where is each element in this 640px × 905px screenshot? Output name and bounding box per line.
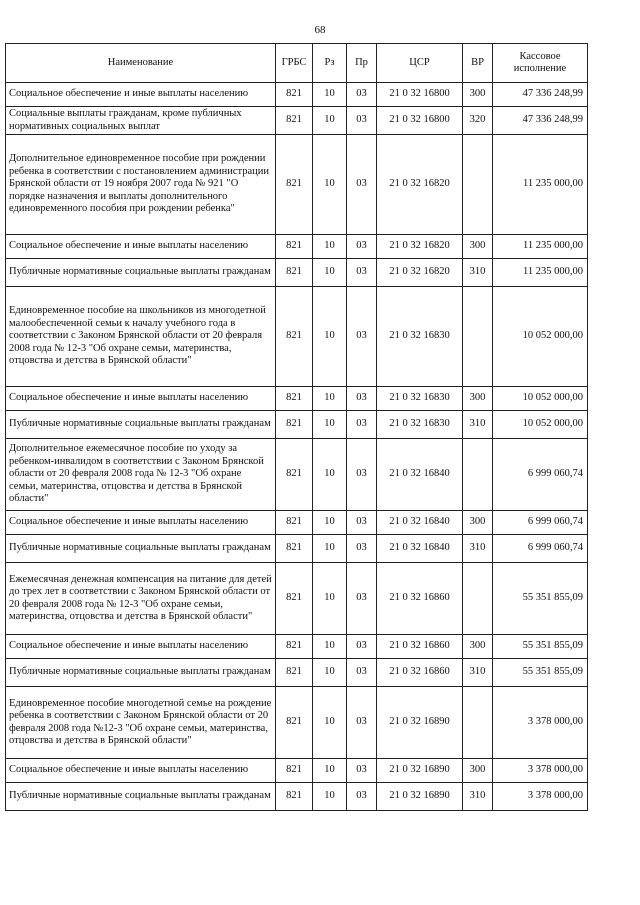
cell-name: Единовременное пособие многодетной семье на рождение ребенка в соответствии с Законом Брянской области от 20 февраля 2008 года №12-3 "Об охране семьи, материнства, отцовства и детства в Брянской области" (6, 687, 276, 759)
cell-rz: 10 (313, 511, 347, 535)
cell-rz: 10 (313, 387, 347, 411)
cell-name: Социальное обеспечение и иные выплаты населению (6, 387, 276, 411)
cell-vr: 310 (463, 659, 493, 687)
header-grbs: ГРБС (276, 44, 313, 83)
cell-name: Публичные нормативные социальные выплаты гражданам (6, 411, 276, 439)
cell-csr: 21 0 32 16890 (377, 783, 463, 811)
cell-grbs: 821 (276, 235, 313, 259)
cell-amount: 10 052 000,00 (493, 411, 588, 439)
cell-name: Единовременное пособие на школьников из многодетной малообеспеченной семьи к началу учебного года в соответствии с Законом Брянской области от 20 февраля 2008 года № 12-3 "Об охране семьи, материнства, отцовства и детства в Брянской области" (6, 287, 276, 387)
cell-amount: 11 235 000,00 (493, 259, 588, 287)
cell-csr: 21 0 32 16830 (377, 287, 463, 387)
cell-grbs: 821 (276, 107, 313, 135)
cell-rz: 10 (313, 411, 347, 439)
table-row (6, 659, 588, 687)
cell-name: Социальное обеспечение и иные выплаты населению (6, 235, 276, 259)
cell-vr: 300 (463, 759, 493, 783)
table-row (6, 563, 588, 635)
cell-grbs: 821 (276, 259, 313, 287)
table-row (6, 759, 588, 783)
cell-grbs: 821 (276, 439, 313, 511)
table-row (6, 107, 588, 135)
cell-amount: 6 999 060,74 (493, 439, 588, 511)
cell-pr: 03 (347, 439, 377, 511)
cell-amount: 47 336 248,99 (493, 83, 588, 107)
cell-rz: 10 (313, 287, 347, 387)
cell-csr: 21 0 32 16860 (377, 659, 463, 687)
cell-grbs: 821 (276, 563, 313, 635)
table-row (6, 287, 588, 387)
header-name: Наименование (6, 44, 276, 83)
cell-pr: 03 (347, 83, 377, 107)
header-csr: ЦСР (377, 44, 463, 83)
cell-rz: 10 (313, 235, 347, 259)
cell-name: Публичные нормативные социальные выплаты гражданам (6, 535, 276, 563)
cell-amount: 6 999 060,74 (493, 511, 588, 535)
cell-pr: 03 (347, 235, 377, 259)
cell-csr: 21 0 32 16890 (377, 759, 463, 783)
cell-csr: 21 0 32 16800 (377, 107, 463, 135)
cell-name: Социальные выплаты гражданам, кроме публичных нормативных социальных выплат (6, 107, 276, 135)
cell-csr: 21 0 32 16830 (377, 387, 463, 411)
cell-pr: 03 (347, 659, 377, 687)
cell-pr: 03 (347, 535, 377, 563)
cell-pr: 03 (347, 635, 377, 659)
cell-amount: 11 235 000,00 (493, 135, 588, 235)
cell-vr (463, 439, 493, 511)
cell-rz: 10 (313, 439, 347, 511)
cell-rz: 10 (313, 107, 347, 135)
table-row (6, 259, 588, 287)
cell-rz: 10 (313, 563, 347, 635)
cell-amount: 3 378 000,00 (493, 783, 588, 811)
cell-vr (463, 687, 493, 759)
cell-csr: 21 0 32 16890 (377, 687, 463, 759)
cell-vr: 300 (463, 635, 493, 659)
cell-name: Дополнительное ежемесячное пособие по уходу за ребенком-инвалидом в соответствии с Законом Брянской области от 20 февраля 2008 года № 12-3 "Об охране семьи, материнства, отцовства и детства в Брянской области" (6, 439, 276, 511)
table-row (6, 635, 588, 659)
cell-grbs: 821 (276, 687, 313, 759)
cell-grbs: 821 (276, 535, 313, 563)
header-vr: ВР (463, 44, 493, 83)
cell-grbs: 821 (276, 759, 313, 783)
cell-grbs: 821 (276, 83, 313, 107)
cell-amount: 55 351 855,09 (493, 563, 588, 635)
cell-csr: 21 0 32 16860 (377, 563, 463, 635)
table-row (6, 511, 588, 535)
cell-csr: 21 0 32 16830 (377, 411, 463, 439)
cell-pr: 03 (347, 387, 377, 411)
cell-amount: 10 052 000,00 (493, 287, 588, 387)
table-row (6, 687, 588, 759)
cell-grbs: 821 (276, 635, 313, 659)
cell-amount: 47 336 248,99 (493, 107, 588, 135)
cell-vr (463, 135, 493, 235)
cell-csr: 21 0 32 16800 (377, 83, 463, 107)
cell-pr: 03 (347, 759, 377, 783)
cell-rz: 10 (313, 659, 347, 687)
cell-pr: 03 (347, 135, 377, 235)
page-number: 68 (314, 24, 326, 36)
cell-amount: 55 351 855,09 (493, 635, 588, 659)
cell-csr: 21 0 32 16820 (377, 259, 463, 287)
cell-pr: 03 (347, 287, 377, 387)
cell-csr: 21 0 32 16840 (377, 439, 463, 511)
cell-csr: 21 0 32 16840 (377, 511, 463, 535)
cell-csr: 21 0 32 16860 (377, 635, 463, 659)
cell-vr (463, 287, 493, 387)
cell-grbs: 821 (276, 287, 313, 387)
cell-rz: 10 (313, 83, 347, 107)
table-header-row (6, 44, 588, 83)
budget-table (5, 43, 588, 811)
cell-pr: 03 (347, 783, 377, 811)
cell-name: Дополнительное единовременное пособие при рождении ребенка в соответствии с постановлением администрации Брянской области от 19 ноября 2007 года № 921 "О порядке назначения и выплаты дополнительного единовременного пособия при рождении ребенка" (6, 135, 276, 235)
cell-pr: 03 (347, 107, 377, 135)
table-row (6, 83, 588, 107)
cell-vr: 310 (463, 535, 493, 563)
cell-vr (463, 563, 493, 635)
cell-amount: 3 378 000,00 (493, 687, 588, 759)
cell-pr: 03 (347, 259, 377, 287)
cell-vr: 310 (463, 411, 493, 439)
cell-name: Публичные нормативные социальные выплаты гражданам (6, 783, 276, 811)
table-row (6, 235, 588, 259)
cell-vr: 310 (463, 259, 493, 287)
cell-name: Социальное обеспечение и иные выплаты населению (6, 635, 276, 659)
table-row (6, 535, 588, 563)
cell-grbs: 821 (276, 659, 313, 687)
cell-rz: 10 (313, 783, 347, 811)
cell-amount: 11 235 000,00 (493, 235, 588, 259)
cell-pr: 03 (347, 563, 377, 635)
cell-grbs: 821 (276, 135, 313, 235)
cell-name: Социальное обеспечение и иные выплаты населению (6, 759, 276, 783)
header-amount: Кассовое исполнение (493, 44, 588, 83)
cell-csr: 21 0 32 16840 (377, 535, 463, 563)
table-row (6, 387, 588, 411)
cell-name: Социальное обеспечение и иные выплаты населению (6, 83, 276, 107)
cell-vr: 320 (463, 107, 493, 135)
cell-name: Ежемесячная денежная компенсация на питание для детей до трех лет в соответствии с Законом Брянской области от 20 февраля 2008 года № 12-3 "Об охране семьи, материнства, отцовства и детства в Брянской области" (6, 563, 276, 635)
cell-amount: 3 378 000,00 (493, 759, 588, 783)
cell-pr: 03 (347, 411, 377, 439)
table-row (6, 135, 588, 235)
cell-vr: 300 (463, 387, 493, 411)
cell-vr: 310 (463, 783, 493, 811)
header-pr: Пр (347, 44, 377, 83)
cell-rz: 10 (313, 259, 347, 287)
cell-amount: 55 351 855,09 (493, 659, 588, 687)
cell-vr: 300 (463, 511, 493, 535)
cell-pr: 03 (347, 511, 377, 535)
cell-rz: 10 (313, 135, 347, 235)
cell-vr: 300 (463, 235, 493, 259)
cell-grbs: 821 (276, 783, 313, 811)
cell-pr: 03 (347, 687, 377, 759)
cell-rz: 10 (313, 635, 347, 659)
cell-rz: 10 (313, 759, 347, 783)
cell-rz: 10 (313, 535, 347, 563)
cell-csr: 21 0 32 16820 (377, 135, 463, 235)
cell-name: Публичные нормативные социальные выплаты гражданам (6, 659, 276, 687)
header-rz: Рз (313, 44, 347, 83)
cell-grbs: 821 (276, 387, 313, 411)
cell-grbs: 821 (276, 411, 313, 439)
table-row (6, 411, 588, 439)
cell-rz: 10 (313, 687, 347, 759)
cell-name: Социальное обеспечение и иные выплаты населению (6, 511, 276, 535)
cell-csr: 21 0 32 16820 (377, 235, 463, 259)
cell-vr: 300 (463, 83, 493, 107)
table-row (6, 439, 588, 511)
cell-name: Публичные нормативные социальные выплаты гражданам (6, 259, 276, 287)
cell-grbs: 821 (276, 511, 313, 535)
cell-amount: 6 999 060,74 (493, 535, 588, 563)
cell-amount: 10 052 000,00 (493, 387, 588, 411)
table-row (6, 783, 588, 811)
